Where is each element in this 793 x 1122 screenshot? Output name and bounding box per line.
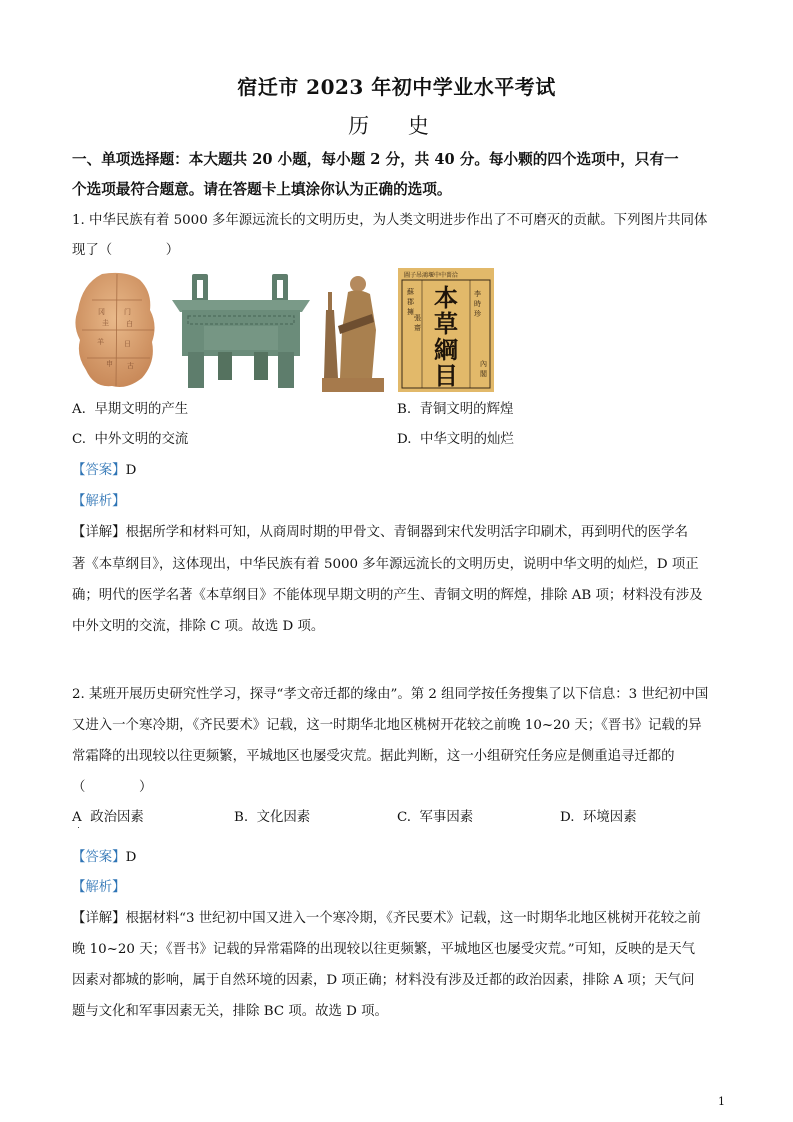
q1-stem-line2: 现了（ ） bbox=[72, 243, 180, 258]
q2-option-d bbox=[560, 808, 637, 828]
section-instructions-line1: 一、单项选择题：本大题共 20 小题，每小题 2 分，共 40 分。每小颗的四个选项中，只有一 bbox=[72, 151, 679, 168]
q2-option-b bbox=[234, 808, 310, 828]
svg-text:閣: 閣 bbox=[480, 370, 487, 378]
q1-option-d bbox=[397, 430, 514, 450]
svg-text:內: 內 bbox=[480, 360, 487, 368]
q1-analysis-label: 【解析】 bbox=[72, 494, 126, 509]
q1-option-b bbox=[397, 400, 513, 420]
oracle-bone-image bbox=[72, 270, 162, 390]
bi-sheng-statue-image bbox=[322, 270, 388, 392]
q1-option-d-key: D. bbox=[397, 432, 412, 447]
stray-dot bbox=[78, 827, 79, 828]
q2-detail-line3: 因素对都城的影响，属于自然环境的因素，D 项正确；材料没有涉及迁都的政治因素，排除 A 项；天气问 bbox=[72, 973, 695, 988]
q2-answer bbox=[72, 848, 722, 868]
q2-option-c bbox=[397, 808, 473, 828]
q2-option-a bbox=[72, 808, 144, 828]
q2-option-b-text: 文化因素 bbox=[256, 810, 311, 825]
bronze-ding-image bbox=[170, 272, 312, 390]
q1-detail-line4: 中外文明的交流，排除 C 项。故选 D 项。 bbox=[72, 619, 325, 634]
q1-option-c-text: 中外文明的交流 bbox=[94, 432, 189, 447]
q1-option-a bbox=[72, 400, 188, 420]
q2-detail-label: 【详解】 bbox=[72, 911, 126, 926]
q1-detail-text-1: 根据所学和材料可知，从商周时期的甲骨文、青铜器到宋代发明活字印刷术，再到明代的医学名 bbox=[125, 525, 688, 540]
svg-text:本: 本 bbox=[434, 283, 458, 312]
q2-detail-line4: 题与文化和军事因素无关，排除 BC 项。故选 D 项。 bbox=[72, 1004, 388, 1019]
svg-text:珍: 珍 bbox=[474, 310, 481, 318]
q1-answer-value: D bbox=[125, 463, 137, 478]
q2-analysis-label: 【解析】 bbox=[72, 880, 126, 895]
q1-option-b-text: 青铜文明的辉煌 bbox=[419, 402, 514, 417]
q2-stem-line2: 又进入一个寒冷期，《齐民要术》记载，这一时期华北地区桃树开花较之前晚 10~20 天；《晋书》记载的异 bbox=[72, 718, 702, 733]
subject-title: 历 史 bbox=[348, 114, 445, 138]
q2-option-d-key: D. bbox=[560, 810, 575, 825]
svg-text:張: 張 bbox=[414, 314, 421, 322]
q2-option-b-key: B. bbox=[234, 810, 249, 825]
svg-text:申: 申 bbox=[106, 360, 113, 368]
q1-answer bbox=[72, 461, 722, 481]
svg-text:草: 草 bbox=[434, 309, 458, 338]
svg-text:綱: 綱 bbox=[434, 335, 458, 364]
q2-stem-line1: 2. 某班开展历史研究性学习，探寻“孝文帝迁都的缘由”。第 2 组同学按任务搜集了以下信息：3 世纪初中国 bbox=[72, 687, 709, 702]
svg-text:圖子吊鴻堰中中嗇洽: 圖子吊鴻堰中中嗇洽 bbox=[404, 272, 459, 279]
svg-text:羊: 羊 bbox=[97, 338, 104, 346]
svg-text:圭: 圭 bbox=[102, 319, 109, 327]
section-instructions-line2: 个选项最符合题意。请在答题卡上填涂你认为正确的选项。 bbox=[72, 181, 452, 198]
svg-text:古: 古 bbox=[127, 362, 134, 370]
svg-text:時: 時 bbox=[474, 300, 481, 308]
q1-option-c-key: C. bbox=[72, 432, 87, 447]
q1-detail-line3: 确；明代的医学名著《本草纲目》不能体现早期文明的产生、青铜文明的辉煌，排除 AB 项；材料没有涉及 bbox=[72, 588, 703, 603]
q1-option-d-text: 中华文明的灿烂 bbox=[420, 432, 514, 447]
q1-option-a-text: 早期文明的产生 bbox=[94, 402, 189, 417]
q1-option-a-key: A. bbox=[72, 402, 86, 417]
q2-option-c-key: C. bbox=[397, 810, 412, 825]
page-number: 1 bbox=[718, 1095, 725, 1108]
q2-detail-line1 bbox=[72, 909, 722, 929]
q1-detail-line1 bbox=[72, 523, 722, 543]
q2-answer-label: 【答案】 bbox=[72, 850, 126, 865]
q1-option-b-key: B. bbox=[397, 402, 412, 417]
q2-option-d-text: 环境因素 bbox=[583, 810, 637, 825]
bencao-gangmu-image bbox=[398, 268, 494, 392]
q2-detail-line2: 晚 10~20 天；《晋书》记载的异常霜降的出现较以往更频繁，平城地区也屡受灾荒。”可知，反映的是天气 bbox=[72, 942, 696, 957]
svg-text:冈: 冈 bbox=[98, 308, 105, 316]
q1-stem-line1: 1. 中华民族有着 5000 多年源远流长的文明历史，为人类文明进步作出了不可磨灭的贡献。下列图片共同体 bbox=[72, 213, 708, 228]
svg-text:门: 门 bbox=[124, 308, 131, 316]
q2-stem-line3: 常霜降的出现较以往更频繁，平城地区也屡受灾荒。据此判断，这一小组研究任务应是侧重追寻迁都的 bbox=[72, 749, 675, 764]
svg-text:蘇: 蘇 bbox=[407, 288, 414, 296]
svg-text:白: 白 bbox=[126, 320, 133, 328]
q2-option-c-text: 军事因素 bbox=[419, 810, 474, 825]
q1-detail-line2: 著《本草纲目》，这体现出，中华民族有着 5000 多年源远流长的文明历史，说明中华文明的灿烂，D 项正 bbox=[72, 557, 699, 572]
svg-text:郡: 郡 bbox=[407, 298, 414, 306]
q2-stem-line4: （ ） bbox=[72, 780, 153, 795]
q2-option-a-key: A bbox=[72, 810, 82, 825]
svg-text:目: 目 bbox=[434, 361, 458, 390]
q2-detail-text-1: 根据材料“3 世纪初中国又进入一个寒冷期，《齐民要术》记载，这一时期华北地区桃树开花较之前 bbox=[125, 911, 701, 926]
q2-answer-value: D bbox=[125, 850, 137, 865]
svg-text:日: 日 bbox=[124, 340, 131, 348]
q1-option-c bbox=[72, 430, 188, 450]
exam-title: 宿迁市 2023 年初中学业水平考试 bbox=[237, 75, 556, 99]
q2-option-a-text: 政治因素 bbox=[90, 810, 144, 825]
svg-text:齋: 齋 bbox=[414, 324, 421, 332]
svg-text:擁: 擁 bbox=[407, 308, 414, 316]
q1-detail-label: 【详解】 bbox=[72, 525, 126, 540]
svg-text:李: 李 bbox=[474, 290, 481, 298]
q1-answer-label: 【答案】 bbox=[72, 463, 126, 478]
